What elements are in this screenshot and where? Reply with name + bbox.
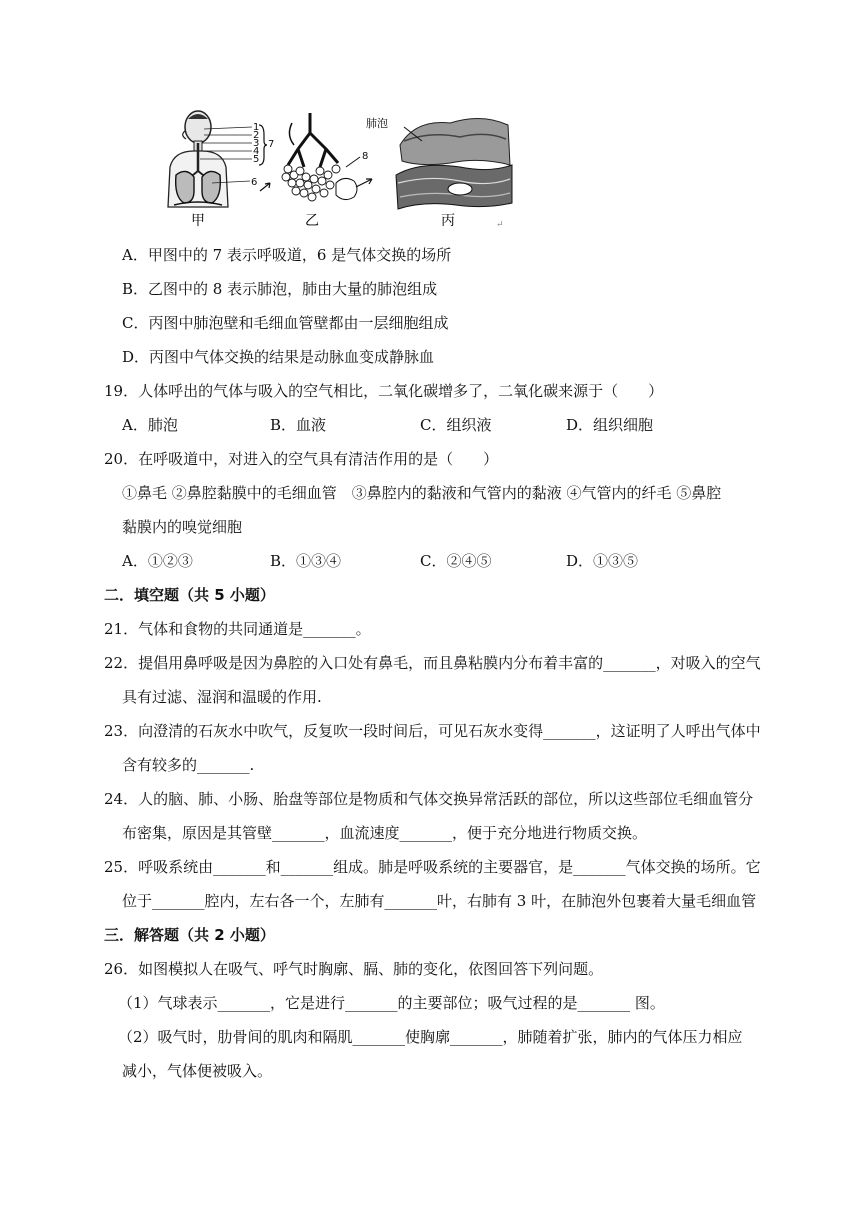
q26-sub2-line2: 减小，气体便被吸入。 [122,1062,273,1080]
q18-option-c: C．丙图中肺泡壁和毛细血管壁都由一层细胞组成 [122,314,449,332]
figure-number-4: 4 [253,146,260,157]
figure-number-6: 6 [251,177,258,188]
q25-line2: 位于_______腔内，左右各一个，左肺有_______叶，右肺有 3 叶，在肺泡外包裹着大量毛细血管 [122,892,757,910]
q19-option-a: A．肺泡 [122,416,178,434]
respiratory-figure [160,105,520,230]
q20-stem: 20．在呼吸道中，对进入的空气具有清洁作用的是（ ） [104,450,499,468]
q23-line1: 23．向澄清的石灰水中吹气，反复吹一段时间后，可见石灰水变得_______，这证明了人呼出气体中 [104,722,761,740]
q19-option-b: B．血液 [270,416,327,434]
figure-number-2: 2 [253,130,260,141]
figure-yi [282,113,372,229]
section-answer-heading: 三．解答题（共 2 小题） [104,926,275,944]
q20-items-line1: ①鼻毛 ②鼻腔黏膜中的毛细血管 ③鼻腔内的黏液和气管内的黏液 ④气管内的纤毛 ⑤鼻腔 [122,484,722,502]
q19-option-d: D．组织细胞 [566,416,654,434]
q19-stem: 19．人体呼出的气体与吸入的空气相比，二氧化碳增多了，二氧化碳来源于（ ） [104,382,664,400]
q26-sub1: （1）气球表示_______，它是进行_______的主要部位；吸气过程的是_______ 图。 [118,994,665,1012]
q24-line1: 24．人的脑、肺、小肠、胎盘等部位是物质和气体交换异常活跃的部位，所以这些部位毛细血管分 [104,790,754,808]
q23-line2: 含有较多的_______. [122,756,255,774]
q25-line1: 25．呼吸系统由_______和_______组成。肺是呼吸系统的主要器官，是_______气体交换的场所。它 [104,858,761,876]
q26-stem: 26．如图模拟人在吸气、呼气时胸廓、膈、肺的变化，依图回答下列问题。 [104,960,604,978]
figure-number-7: 7 [268,139,275,150]
respiratory-diagram [160,105,520,230]
q18-option-b: B．乙图中的 8 表示肺泡，肺由大量的肺泡组成 [122,280,438,298]
q21: 21．气体和食物的共同通道是_______。 [104,620,371,638]
figure-number-3: 3 [253,138,260,149]
figure-number-8: 8 [362,151,369,162]
figure-number-5: 5 [253,154,260,165]
q20-option-a: A．①②③ [122,552,193,570]
figure-number-1: 1 [253,122,260,133]
q18-option-d: D．丙图中气体交换的结果是动脉血变成静脉血 [122,348,435,366]
figure-annotation-alveolus: 肺泡 [366,117,388,130]
figure-jia [168,111,274,229]
figure-bing [366,116,512,229]
section-fill-in-heading: 二．填空题（共 5 小题） [104,586,275,604]
q22-line2: 具有过滤、湿润和温暖的作用. [122,688,322,706]
q20-items-line2: 黏膜内的嗅觉细胞 [122,518,243,536]
figure-label-yi: 乙 [305,213,319,229]
q22-line1: 22．提倡用鼻呼吸是因为鼻腔的入口处有鼻毛，而且鼻粘膜内分布着丰富的_______，对吸入的空气 [104,654,761,672]
q20-option-b: B．①③④ [270,552,342,570]
q19-option-c: C．组织液 [420,416,492,434]
figure-label-bing: 丙 [441,213,455,229]
q20-option-d: D．①③⑤ [566,552,639,570]
q18-option-a: A．甲图中的 7 表示呼吸道，6 是气体交换的场所 [122,246,452,264]
q20-option-c: C．②④⑤ [420,552,492,570]
q24-line2: 布密集，原因是其管壁_______，血流速度_______，便于充分地进行物质交换。 [122,824,648,842]
q26-sub2-line1: （2）吸气时，肋骨间的肌肉和隔肌_______使胸廓_______，肺随着扩张，肺内的气体压力相应 [118,1028,743,1046]
return-mark: ↵ [496,220,504,230]
figure-label-jia: 甲 [191,213,205,229]
